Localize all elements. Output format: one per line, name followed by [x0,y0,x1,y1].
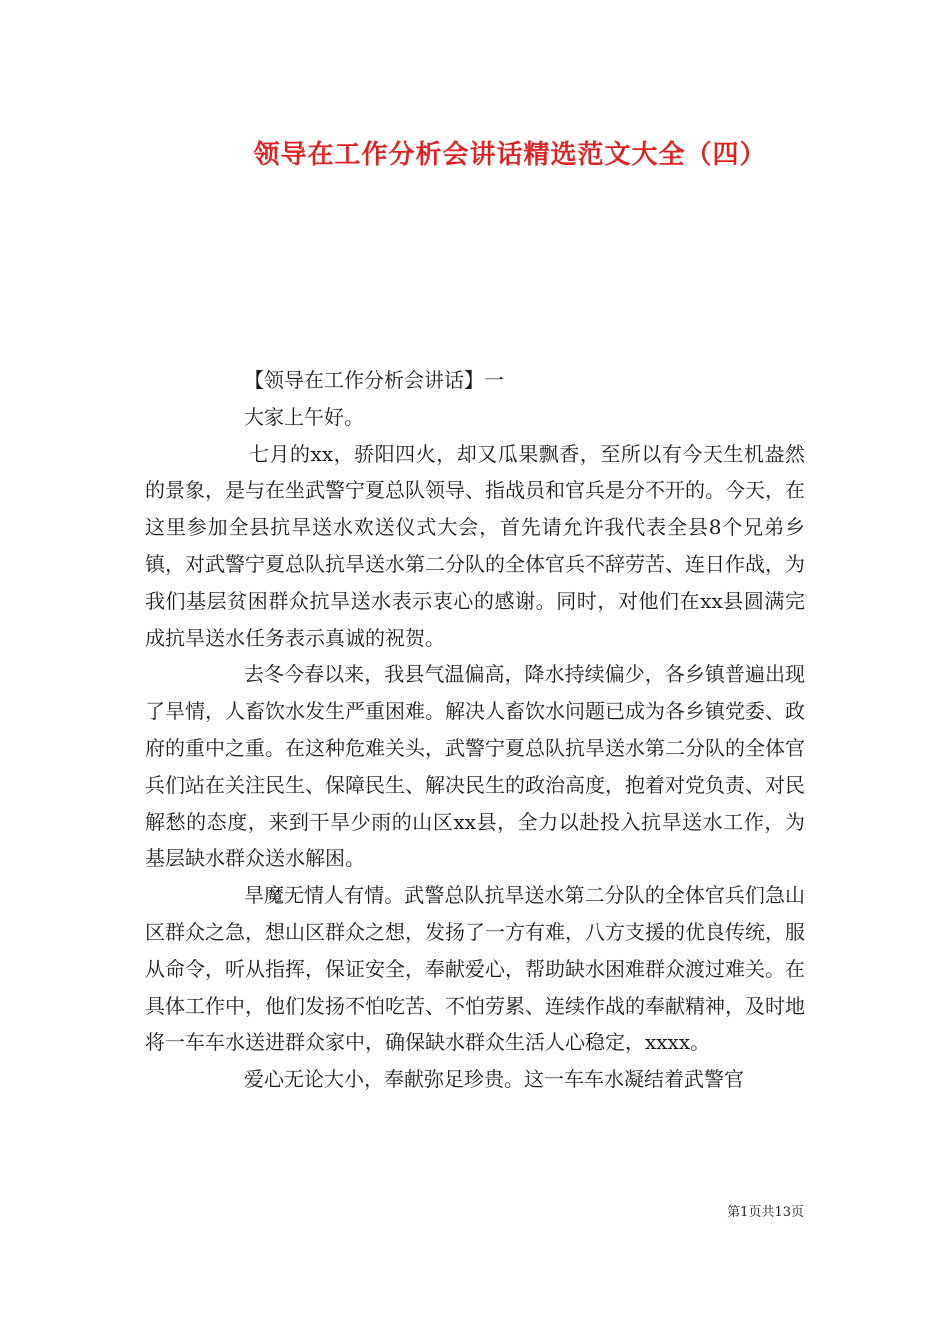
page-number: 第1页共13页 [727,1205,804,1220]
document-title: 领导在工作分析会讲话精选范文大全（四） [253,140,767,170]
paragraph-4: 爱心无论大小，奉献弥足珍贵。这一车车水凝结着武警官 [244,1067,744,1092]
greeting-line: 大家上午好。 [244,404,364,429]
paragraph-3: 旱魔无情人有情。武警总队抗旱送水第二分队的全体官兵们急山区群众之急，想山区群众之想，发扬了一方有难，八方支援的优良传统，服从命令，听从指挥，保证安全，奉献爱心，帮助缺水困难群众渡过难关。在具体工作中，他们发扬不怕吃苦、不怕劳累、连续作战的奉献精神，及时地将一车车水送进群众家中，确保缺水群众生活人心稳定，xxxx。 [145,883,805,1055]
section-heading: 【领导在工作分析会讲话】一 [244,368,504,392]
document-body [145,362,805,1098]
paragraph-1: 七月的xx，骄阳四火，却又瓜果飘香，至所以有今天生机盎然的景象，是与在坐武警宁夏总队领导、指战员和官兵是分不开的。今天，在这里参加全县抗旱送水欢送仪式大会，首先请允许我代表全县8个兄弟乡镇，对武警宁夏总队抗旱送水第二分队的全体官兵不辞劳苦、连日作战，为我们基层贫困群众抗旱送水表示衷心的感谢。同时，对他们在xx县圆满完成抗旱送水任务表示真诚的祝贺。 [145,441,805,650]
paragraph-2: 去冬今春以来，我县气温偏高，降水持续偏少，各乡镇普遍出现了旱情，人畜饮水发生严重困难。解决人畜饮水问题已成为各乡镇党委、政府的重中之重。在这种危难关头，武警宁夏总队抗旱送水第二分队的全体官兵们站在关注民生、保障民生、解决民生的政治高度，抱着对党负责、对民解愁的态度，来到干旱少雨的山区xx县，全力以赴投入抗旱送水工作，为基层缺水群众送水解困。 [145,662,805,871]
